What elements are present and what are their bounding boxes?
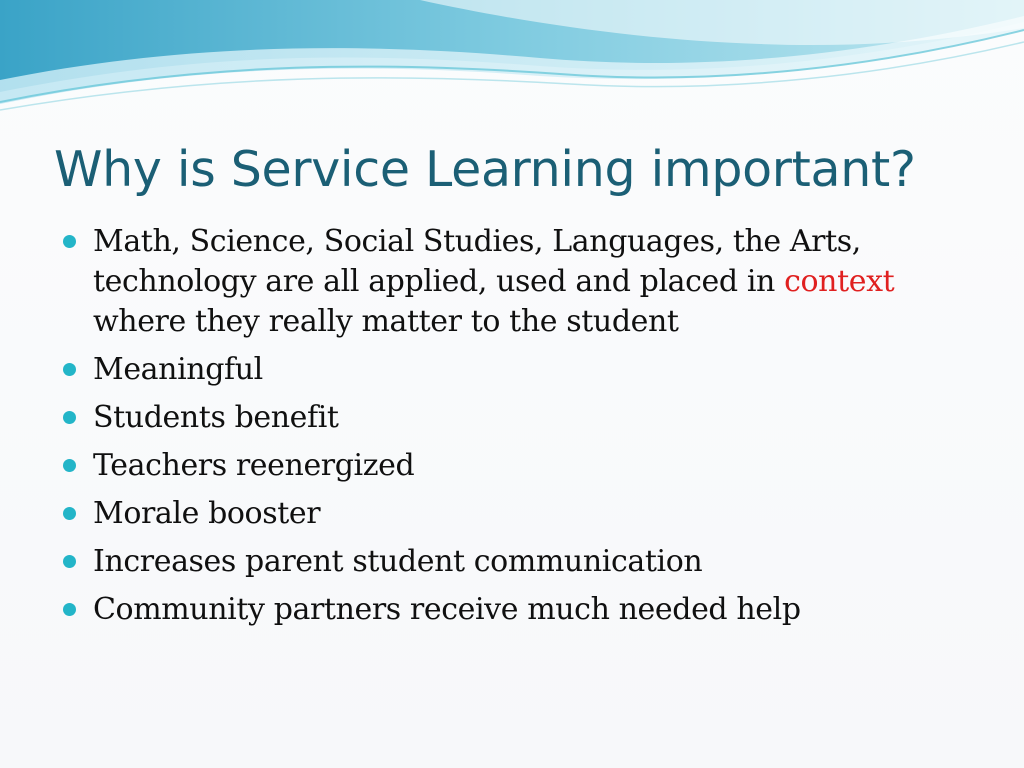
bullet-dot-icon <box>63 235 76 248</box>
bullet-dot-icon <box>63 507 76 520</box>
bullet-text-line: where they really matter to the student <box>93 304 679 339</box>
bullet-dot-icon <box>63 459 76 472</box>
bullet-text: Increases parent student communication <box>93 544 703 579</box>
bullet-list <box>60 222 990 638</box>
bullet-item <box>60 590 990 630</box>
bullet-item <box>60 542 990 582</box>
bullet-dot-icon <box>63 603 76 616</box>
bullet-item <box>60 446 990 486</box>
bullet-text: Students benefit <box>93 400 339 435</box>
bullet-dot-icon <box>63 411 76 424</box>
bullet-text: Teachers reenergized <box>93 448 415 483</box>
emphasis-word: context <box>784 264 895 299</box>
bullet-dot-icon <box>63 555 76 568</box>
bullet-text: Community partners receive much needed help <box>93 592 801 627</box>
bullet-item <box>60 222 990 342</box>
bullet-text-line: technology are all applied, used and placed in <box>93 264 775 299</box>
bullet-dot-icon <box>63 363 76 376</box>
bullet-item <box>60 350 990 390</box>
wave-header-decoration <box>0 0 1024 120</box>
bullet-text-line: Math, Science, Social Studies, Languages, the Arts, <box>93 224 861 259</box>
slide-title: Why is Service Learning important? <box>54 141 916 198</box>
bullet-text: Meaningful <box>93 352 263 387</box>
bullet-item <box>60 398 990 438</box>
bullet-text: Morale booster <box>93 496 321 531</box>
bullet-item <box>60 494 990 534</box>
